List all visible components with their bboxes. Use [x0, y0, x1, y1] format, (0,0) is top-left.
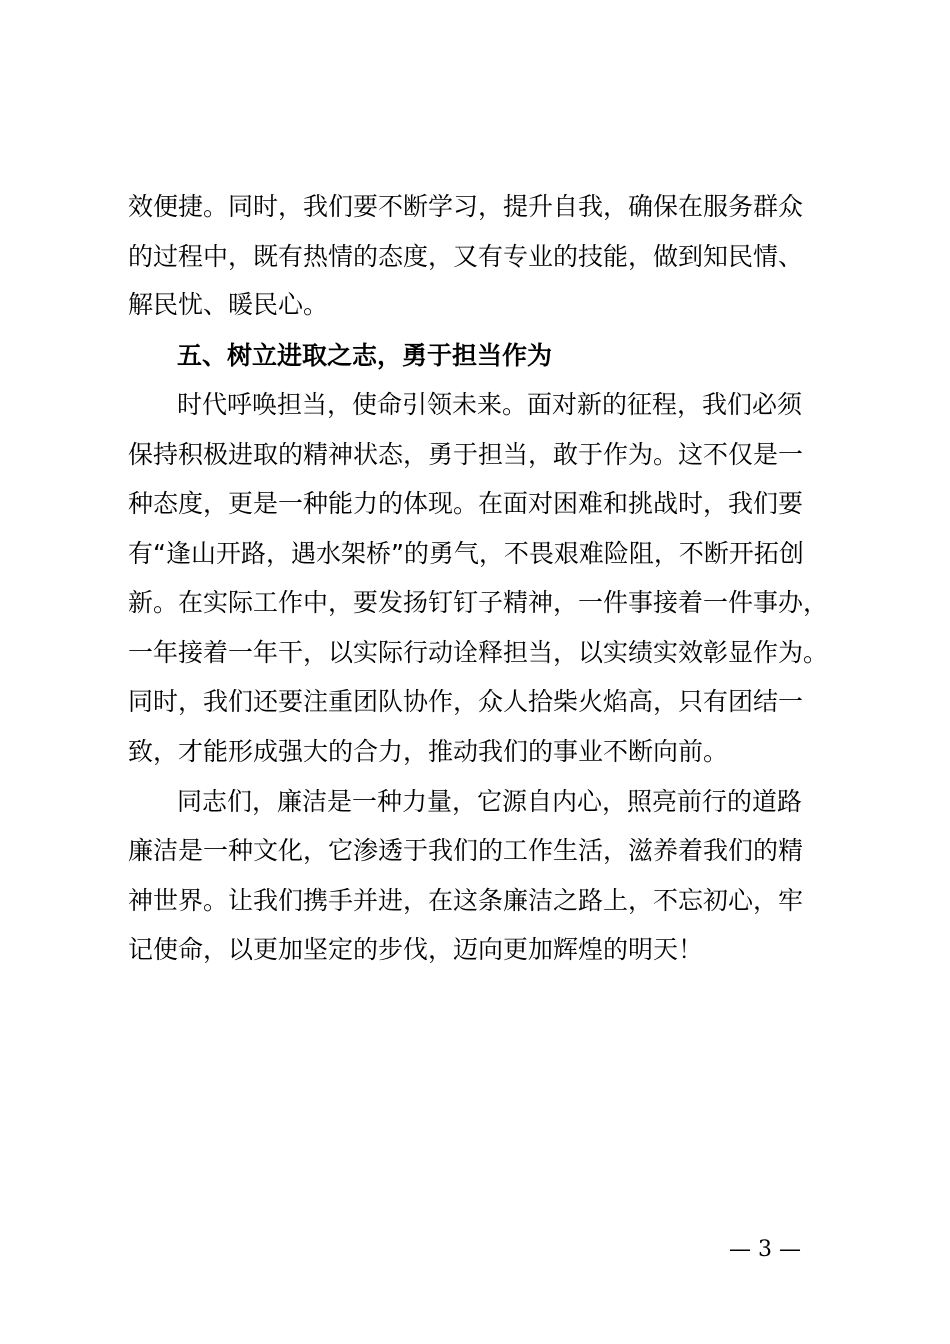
paragraph-line: 有“逢山开路，遇水架桥”的勇气，不畏艰难险阻，不断开拓创	[128, 539, 804, 568]
paragraph-line: 致，才能形成强大的合力，推动我们的事业不断向前。	[128, 737, 729, 766]
paragraph-line: 种态度，更是一种能力的体现。在面对困难和挑战时，我们要	[128, 489, 804, 518]
section-heading: 五、树立进取之志，勇于担当作为	[177, 341, 553, 370]
paragraph-line: 廉洁是一种文化，它渗透于我们的工作生活，滋养着我们的精	[128, 836, 804, 865]
paragraph-line: 一年接着一年干，以实际行动诠释担当，以实绩实效彰显作为。	[128, 638, 829, 667]
paragraph-line: 同志们，廉洁是一种力量，它源自内心，照亮前行的道路	[177, 787, 803, 816]
paragraph-line: 保持积极进取的精神状态，勇于担当，敢于作为。这不仅是一	[128, 440, 804, 469]
paragraph-line: 时代呼唤担当，使命引领未来。面对新的征程，我们必须	[177, 390, 803, 419]
page-number: — 3 —	[729, 1237, 801, 1262]
paragraph-line: 新。在实际工作中，要发扬钉钉子精神，一件事接着一件事办，	[128, 588, 829, 617]
paragraph-line: 神世界。让我们携手并进，在这条廉洁之路上，不忘初心，牢	[128, 886, 804, 915]
paragraph-line: 效便捷。同时，我们要不断学习，提升自我，确保在服务群众	[128, 192, 804, 221]
paragraph-line: 同时，我们还要注重团队协作，众人拾柴火焰高，只有团结一	[128, 687, 804, 716]
paragraph-line: 解民忧、暖民心。	[128, 290, 329, 319]
paragraph-line: 的过程中，既有热情的态度，又有专业的技能，做到知民情、	[128, 242, 804, 271]
paragraph-line: 记使命，以更加坚定的步伐，迈向更加辉煌的明天！	[128, 935, 704, 964]
